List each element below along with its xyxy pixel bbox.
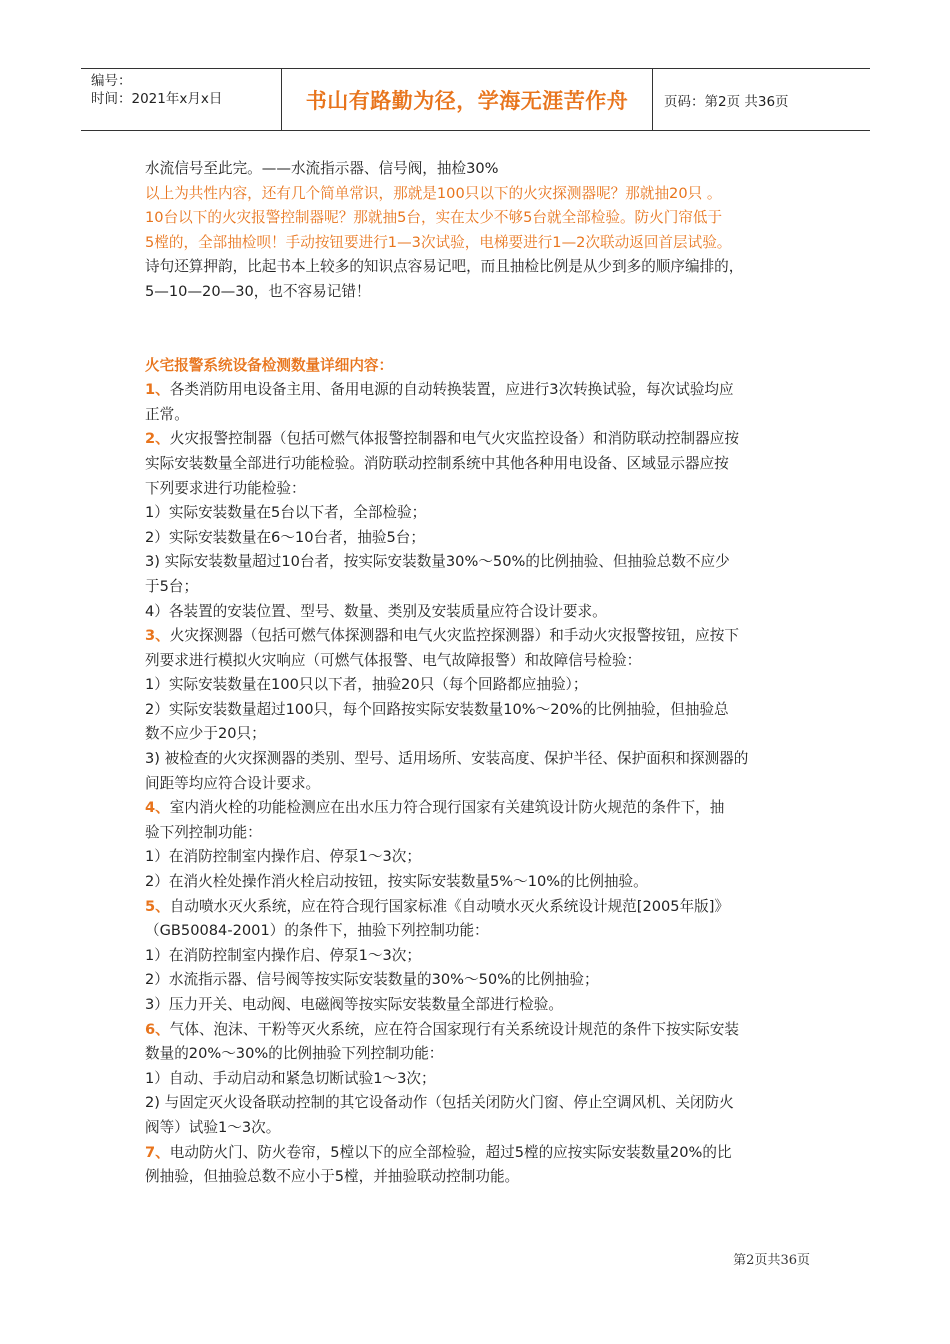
- item-number: 3、: [145, 627, 170, 645]
- item-text: 2）水流指示器、信号阀等按实际安装数量的30%～50%的比例抽验；: [145, 971, 599, 989]
- item-text: 数量的20%～30%的比例抽验下列控制功能：: [145, 1045, 444, 1063]
- item-text: 2）在消火栓处操作消火栓启动按钮，按实际安装数量5%～10%的比例抽验。: [145, 873, 648, 891]
- item-4-line: [145, 870, 825, 895]
- item-text: 3）压力开关、电动阀、电磁阀等按实际安装数量全部进行检验。: [145, 996, 563, 1013]
- item-3-line: [145, 747, 825, 772]
- item-text: 2) 与固定灭火设备联动控制的其它设备动作（包括关闭防火门窗、停止空调风机、关闭防火: [145, 1094, 734, 1112]
- section-items: [145, 378, 825, 1190]
- item-text: 实际安装数量全部进行功能检验。消防联动控制系统中其他各种用电设备、区域显示器应按: [145, 454, 729, 472]
- item-3-line: [145, 649, 825, 674]
- item-5-line: [145, 944, 825, 969]
- item-text: 3) 被检查的火灾探测器的类别、型号、适用场所、安装高度、保护半径、保护面积和探测器的: [145, 750, 749, 768]
- item-text: 3) 实际安装数量超过10台者，按实际安装数量30%～50%的比例抽验、但抽验总数不应少: [145, 553, 730, 571]
- item-number: 5、: [145, 897, 170, 915]
- item-3-line: [145, 698, 825, 723]
- item-4-line: [145, 796, 825, 821]
- section-title: 火宅报警系统设备检测数量详细内容：: [145, 356, 394, 374]
- item-number: 1、: [145, 381, 170, 399]
- item-text: 数不应少于20只；: [145, 725, 266, 743]
- item-number: 7、: [145, 1143, 170, 1161]
- item-text: 2）实际安装数量超过100只，每个回路按实际安装数量10%～20%的比例抽验，但抽验总: [145, 700, 729, 718]
- item-6-line: [145, 1067, 825, 1092]
- intro-note-line: 5—10—20—30，也不容易记错！: [145, 282, 371, 300]
- item-3-line: [145, 772, 825, 797]
- item-text: 火灾报警控制器（包括可燃气体报警控制器和电气火灾监控设备）和消防联动控制器应按: [169, 430, 739, 448]
- page-header: [81, 68, 870, 131]
- item-7-line: [145, 1141, 825, 1166]
- item-text: 1）在消防控制室内操作启、停泵1～3次；: [145, 848, 421, 866]
- item-4-line: [145, 821, 825, 846]
- item-text: 室内消火栓的功能检测应在出水压力符合现行国家有关建筑设计防火规范的条件下，抽: [169, 799, 725, 817]
- item-text: 例抽验，但抽验总数不应小于5樘，并抽验联动控制功能。: [145, 1168, 520, 1186]
- item-text: 4）各装置的安装位置、型号、数量、类别及安装质量应符合设计要求。: [145, 602, 607, 620]
- item-2-line: [145, 600, 825, 625]
- item-5-line: [145, 968, 825, 993]
- item-2-line: [145, 526, 825, 551]
- item-text: 于5台；: [145, 577, 199, 595]
- item-text: 1）实际安装数量在5台以下者，全部检验；: [145, 504, 427, 522]
- item-text: 下列要求进行功能检验：: [145, 479, 306, 497]
- doc-time-label: 时间：2021年x月x日: [91, 91, 223, 107]
- header-page-code: 页码：第2页 共36页: [664, 93, 789, 110]
- item-6-line: [145, 1018, 825, 1043]
- item-text: 火灾探测器（包括可燃气体探测器和电气火灾监控探测器）和手动火灾报警按钮，应按下: [169, 627, 739, 645]
- document-body: [145, 157, 825, 1190]
- item-text: 阀等）试验1～3次。: [145, 1118, 281, 1136]
- item-text: 1）自动、手动启动和紧急切断试验1～3次；: [145, 1069, 436, 1087]
- item-2-line: [145, 477, 825, 502]
- item-text: 列要求进行模拟火灾响应（可燃气体报警、电气故障报警）和故障信号检验：: [145, 651, 642, 669]
- item-6-line: [145, 1042, 825, 1067]
- item-text: 2）实际安装数量在6～10台者，抽验5台；: [145, 528, 425, 546]
- item-6-line: [145, 1091, 825, 1116]
- item-3-line: [145, 722, 825, 747]
- item-text: 各类消防用电设备主用、备用电源的自动转换装置，应进行3次转换试验，每次试验均应: [169, 381, 734, 399]
- item-text: （GB50084-2001）的条件下，抽验下列控制功能：: [145, 922, 489, 940]
- item-number: 2、: [145, 430, 170, 448]
- item-2-line: [145, 452, 825, 477]
- item-text: 气体、泡沫、干粉等灭火系统，应在符合国家现行有关系统设计规范的条件下按实际安装: [169, 1020, 739, 1038]
- item-4-line: [145, 845, 825, 870]
- item-2-line: [145, 575, 825, 600]
- item-text: 验下列控制功能：: [145, 823, 262, 841]
- intro-line: 水流信号至此完。——水流指示器、信号阀，抽检30%: [145, 160, 499, 177]
- intro-highlight-line: 5樘的，全部抽检呗！手动按钮要进行1—3次试验，电梯要进行1—2次联动返回首层试验。: [145, 233, 732, 251]
- item-6-line: [145, 1116, 825, 1141]
- intro-note-line: 诗句还算押韵，比起书本上较多的知识点容易记吧，而且抽检比例是从少到多的顺序编排的，: [145, 258, 744, 276]
- page-footer: 第2页共36页: [733, 1253, 810, 1268]
- item-2-line: [145, 427, 825, 452]
- item-text: 电动防火门、防火卷帘，5樘以下的应全部检验，超过5樘的应按实际安装数量20%的比: [169, 1143, 732, 1161]
- item-text: 间距等均应符合设计要求。: [145, 774, 321, 792]
- item-text: 1）实际安装数量在100只以下者，抽验20只（每个回路都应抽验）；: [145, 676, 588, 694]
- intro-highlight-line: 以上为共性内容，还有几个简单常识，那就是100只以下的火灾探测器呢？那就抽20只 。: [145, 184, 722, 202]
- header-meta: [81, 69, 282, 130]
- item-5-line: [145, 919, 825, 944]
- item-text: 自动喷水灭火系统，应在符合现行国家标准《自动喷水灭火系统设计规范[2005年版]》: [169, 897, 730, 915]
- item-3-line: [145, 673, 825, 698]
- item-5-line: [145, 993, 825, 1018]
- item-text: 1）在消防控制室内操作启、停泵1～3次；: [145, 946, 421, 964]
- intro-highlight-line: 10台以下的火灾报警控制器呢？那就抽5台，实在太少不够5台就全部检验。防火门帘低于: [145, 209, 723, 227]
- item-text: 正常。: [145, 405, 189, 423]
- item-number: 6、: [145, 1020, 170, 1038]
- item-1-line: [145, 403, 825, 428]
- item-5-line: [145, 895, 825, 920]
- item-number: 4、: [145, 799, 170, 817]
- doc-number-label: 编号：: [91, 73, 132, 89]
- item-7-line: [145, 1165, 825, 1190]
- spacer: [145, 305, 825, 354]
- header-motto: 书山有路勤为径，学海无涯苦作舟: [282, 69, 653, 130]
- item-1-line: [145, 378, 825, 403]
- item-2-line: [145, 501, 825, 526]
- item-2-line: [145, 550, 825, 575]
- item-3-line: [145, 624, 825, 649]
